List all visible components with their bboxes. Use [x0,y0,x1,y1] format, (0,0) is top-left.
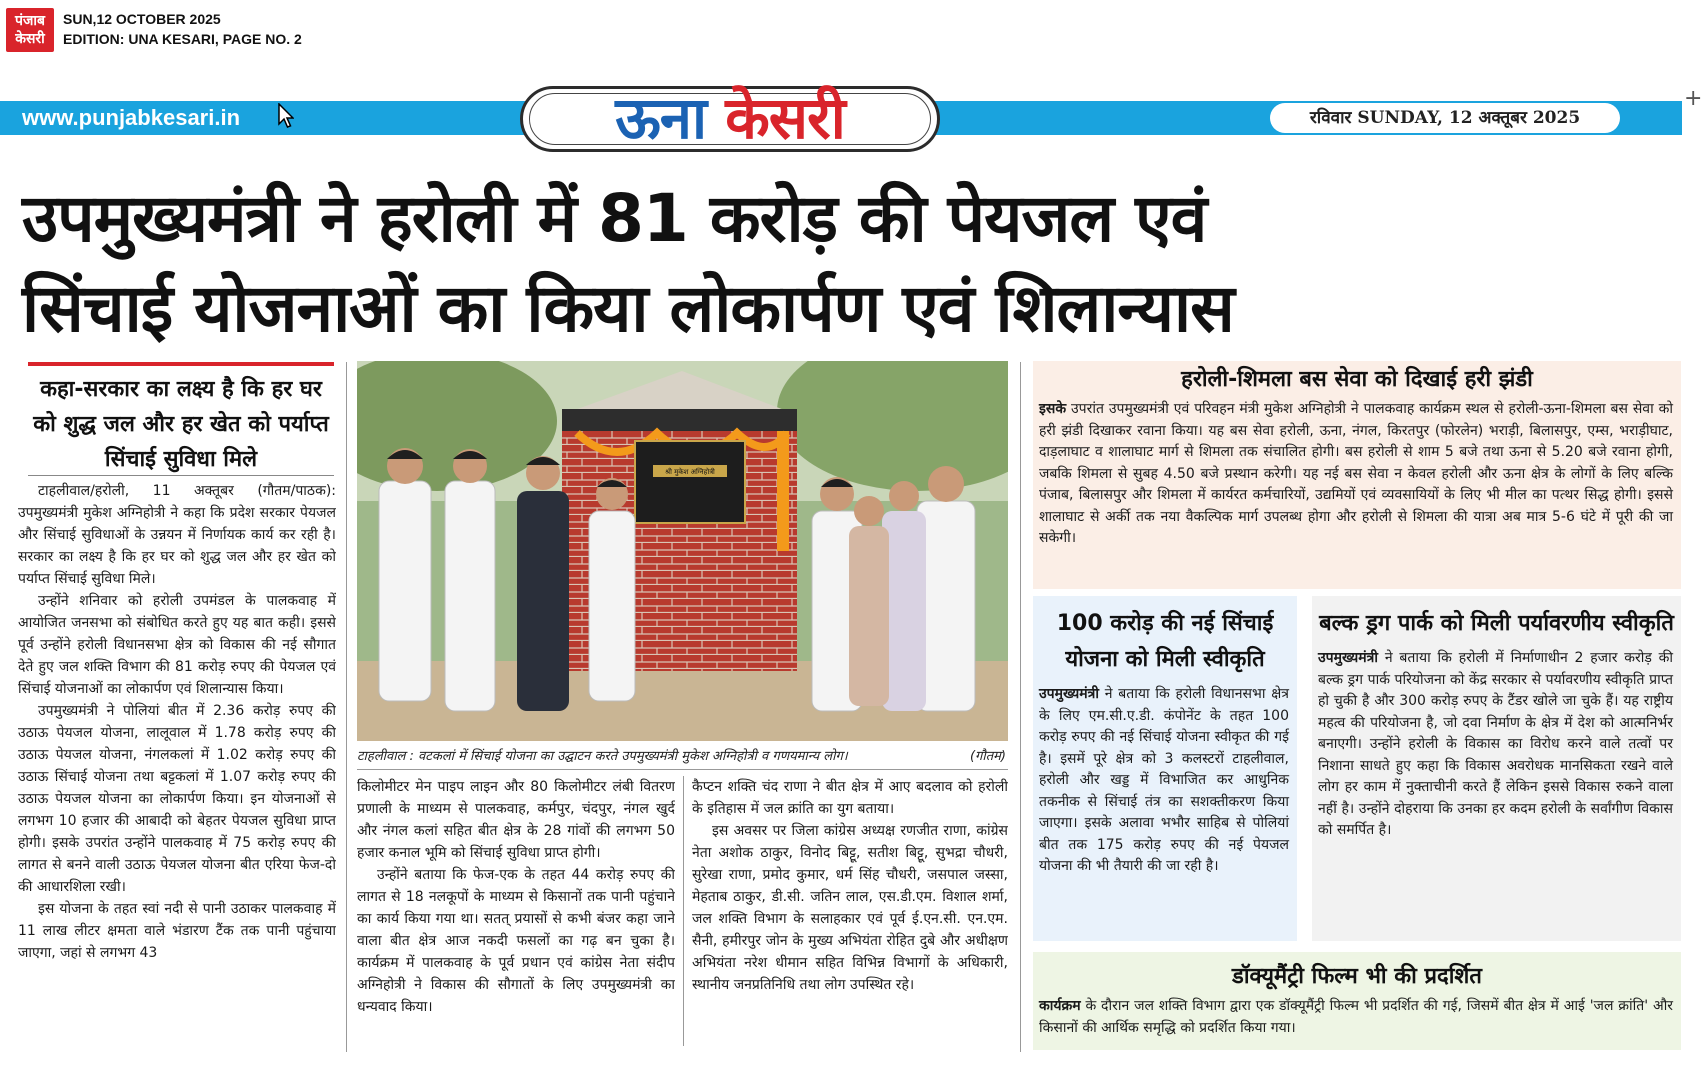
irrigation-scheme-box [1033,596,1297,941]
article-column-1 [18,480,336,1045]
masthead-kesari: केसरी [725,84,845,152]
article-paragraph: उन्होंने शनिवार को हरोली उपमंडल के पालकवाह में आयोजित जनसभा को संबोधित करते हुए यह बात कही। इससे पूर्व उन्होंने हरोली विधानसभा क्षेत्र को विकास की नई सौगात देते हुए जल शक्ति विभाग की 81 करोड़ रुपए की पेयजल एवं सिंचाई योजनाओं का लोकार्पण एवं शिलान्यास किया। [18,593,336,697]
documentary-film-body: कार्यक्रम के दौरान जल शक्ति विभाग द्वारा एक डॉक्यूमैंट्री फिल्म भी प्रदर्शित की गई, जिसमें बीत क्षेत्र में आई 'जल क्रांति' और किसानों की आर्थिक समृद्धि को प्रदर्शित किया गया। [1039,998,1673,1036]
irrigation-scheme-title: 100 करोड़ की नई सिंचाई योजना को मिली स्वीकृति [1056,611,1274,672]
main-headline [22,174,1682,354]
article-paragraph: किलोमीटर मेन पाइप लाइन और 80 किलोमीटर लंबी वितरण प्रणाली के माध्यम से पालकवाह, कर्मपुर, चंदपुर, नंगल खुर्द और नंगल कलां सहित बीत क्षेत्र के 28 गांवों की लगभग 50 हजार कनाल भूमि को सिंचाई सुविधा प्राप्त होगी। [357,779,675,861]
bulk-drug-park-title: बल्क ड्रग पार्क को मिली पर्यावरणीय स्वीकृति [1319,611,1674,636]
photo-caption [357,746,1008,770]
article-column-3 [692,776,1008,1056]
headline-line-2: सिंचाई योजनाओं का किया लोकार्पण एवं शिलान्यास [22,270,1234,347]
article-paragraph: उन्होंने बताया कि फेज-एक के तहत 44 करोड़ रुपए की लागत से 18 नलकूपों के माध्यम से किसानों तक पानी पहुंचाने का कार्य किया गया था। सतत् प्रयासों से कभी बंजर कहा जाने वाला बीत क्षेत्र आज नकदी फसलों का गढ़ बन चुका है। कार्यक्रम में पालकवाह के पूर्व प्रधान एवं कांग्रेस नेता संदीप अग्निहोत्री ने विकास की सौगातों के लिए उपमुख्यमंत्री का धन्यवाद किया। [357,867,675,1015]
subhead-bottom-rule [28,475,334,476]
article-column-2 [357,776,675,1056]
edition-date: SUN,12 OCTOBER 2025 [63,11,221,27]
column-divider [1020,362,1021,1052]
news-photo [357,361,1008,741]
column-divider [683,776,684,1046]
article-paragraph: टाहलीवाल/हरोली, 11 अक्तूबर (गौतम/पाठक): उपमुख्यमंत्री मुकेश अग्निहोत्री ने कहा कि प्रदेश सरकार पेयजल और सिंचाई सुविधाओं के उन्नयन में निर्णायक कार्य कर रही है। सरकार का लक्ष्य है कि हर घर को शुद्ध जल और हर खेत को पर्याप्त सिंचाई सुविधा मिले। [18,483,336,587]
column-divider [346,362,347,1052]
edition-page: EDITION: UNA KESARI, PAGE NO. 2 [63,31,302,47]
plus-icon: + [1684,86,1703,111]
article-paragraph: उपमुख्यमंत्री ने पोलियां बीत में 2.36 करोड़ रुपए की उठाऊ पेयजल योजना, लालूवाल में 1.78 करोड़ रुपए की उठाऊ पेयजल योजना, नंगलकलां में 1.02 करोड़ रुपए की उठाऊ सिंचाई योजना तथा बट्टकलां में 1.07 करोड़ रुपए की उठाऊ पेयजल योजना का लोकार्पण किया। इन योजनाओं से लगभग 10 हजार की आबादी को बेहतर पेयजल सुविधा प्राप्त होगी। इसके उपरांत उन्होंने पालकवाह में 75 करोड़ रुपए की लागत से बनने वाली उठाऊ पेयजल योजना बीत एरिया फेज-दो की आधारशिला रखी। [18,703,336,895]
mouse-cursor-icon [278,103,294,129]
masthead-una: ऊना [615,84,707,152]
subhead-rule [28,362,334,366]
event-photo-illustration [357,361,1008,741]
bulk-drug-park-body: उपमुख्यमंत्री ने बताया कि हरोली में निर्माणाधीन 2 हजार करोड़ की बल्क ड्रग पार्क परियोजना को केंद्र सरकार से पर्यावरणीय स्वीकृति प्राप्त हो चुकी है और 300 करोड़ रुपए के टैंडर खोले जा चुके हैं। यह राष्ट्रीय महत्व की परियोजना है, जो दवा निर्माण के क्षेत्र में देश को आत्मनिर्भर बनाएगी। उन्होंने हरोली के विकास का विरोध करने वाले तत्वों पर निशाना साधते हुए कहा कि विकास अवरोधक मानसिकता रखने वाले लोग हर काम में नुक्ताचीनी करते हैं लेकिन इससे विकास रुकने वाला नहीं है। उन्होंने दोहराया कि उनका हर कदम हरोली के सर्वांगीण विकास को समर्पित है। [1318,650,1673,838]
irrigation-scheme-body: उपमुख्यमंत्री ने बताया कि हरोली विधानसभा क्षेत्र के लिए एम.सी.ए.डी. कंपोनेंट के तहत 100 करोड़ रुपए की नई सिंचाई योजना स्वीकृत की गई है। इसमें पूरे क्षेत्र को 3 कलस्टरों टाहलीवाल, हरोली और खड्ड में विभाजित कर आधुनिक तकनीक से सिंचाई तंत्र का सशक्तीकरण किया जाएगा। इसके अलावा भभौर साहिब से पोलियां बीत तक 175 करोड़ रुपए की नई पेयजल योजना की भी तैयारी की जा रही है। [1039,686,1289,874]
subheadline: कहा-सरकार का लक्ष्य है कि हर घर को शुद्ध जल और हर खेत को पर्याप्त सिंचाई सुविधा मिले [33,377,329,472]
bus-service-box [1033,361,1681,589]
edition-strip [0,0,1705,58]
punjab-kesari-logo: पंजाब केसरी [6,8,54,52]
website-link[interactable]: www.punjabkesari.in [22,105,241,130]
masthead-date: रविवार SUNDAY, 12 अक्तूबर 2025 [1270,103,1620,133]
article-paragraph: कैप्टन शक्ति चंद राणा ने बीत क्षेत्र में आए बदलाव को हरोली के इतिहास में जल क्रांति का युग बताया। [692,779,1008,817]
caption-text: टाहलीवाल : वटकलां में सिंचाई योजना का उद्घाटन करते उपमुख्यमंत्री मुकेश अग्निहोत्री व गणयमान्य लोग। [357,749,848,764]
bus-service-body: इसके उपरांत उपमुख्यमंत्री एवं परिवहन मंत्री मुकेश अग्निहोत्री ने पालकवाह कार्यक्रम स्थल से हरोली-ऊना-शिमला बस सेवा को हरी झंडी दिखाकर रवाना किया। यह बस सेवा हरोली, ऊना, नंगल, किरतपुर (फोरलेन) भराड़ी, बिलासपुर, एम्स, भराड़ीघाट, दाड़लाघाट व शालाघाट मार्ग से शिमला तक संचालित होगी। बस हरोली से शाम 5 बजे तथा ऊना से 5.20 बजे रवाना होगी, जबकि शिमला से सुबह 4.50 बजे प्रस्थान करेगी। यह नई बस सेवा न केवल हरोली और ऊना क्षेत्र के लोगों के लिए बल्कि पंजाब, बिलासपुर और शिमला में कार्यरत कर्मचारियों, उद्यमियों एवं व्यवसायियों के लिए भी मील का पत्थर सिद्ध होगी। इससे शालाघाट से अर्की तक नया वैकल्पिक मार्ग उपलब्ध होगा और हरोली से शिमला की यात्रा अब मात्र 5-6 घंटे में पूरी की जा सकेगी। [1039,401,1673,546]
documentary-film-box [1033,952,1681,1050]
bus-service-title: हरोली-शिमला बस सेवा को दिखाई हरी झंडी [1181,367,1533,392]
documentary-film-title: डॉक्यूमैंट्री फिल्म भी की प्रदर्शित [1232,964,1482,989]
plaque-name: श्री मुकेश अग्निहोत्री [665,468,715,476]
masthead-title [520,84,940,152]
article-paragraph: इस अवसर पर जिला कांग्रेस अध्यक्ष रणजीत राणा, कांग्रेस नेता अशोक ठाकुर, विनोद बिट्टू, सतीश बिट्टू, सुभद्रा चौधरी, सुरेखा राणा, प्रमोद कुमार, धर्म सिंह चौधरी, जसपाल जस्सा, मेहताब ठाकुर, डी.सी. जतिन लाल, एस.डी.एम. विशाल शर्मा, जल शक्ति विभाग के सलाहकार एवं पूर्व ई.एन.सी. एन.एम. सैनी, हमीरपुर जोन के मुख्य अभियंता रोहित दुबे और अधीक्षण अभियंता नरेश धीमान सहित विभिन्न विभागों के अधिकारी, स्थानीय जनप्रतिनिधि तथा लोग उपस्थित रहे। [692,823,1008,993]
bulk-drug-park-box [1312,596,1681,941]
headline-line-1: उपमुख्यमंत्री ने हरोली में 81 करोड़ की पेयजल एवं [22,180,1207,257]
article-paragraph: इस योजना के तहत स्वां नदी से पानी उठाकर पालकवाह में 11 लाख लीटर क्षमता वाले भंडारण टैंक तक पानी पहुंचाया जाएगा, जहां से लगभग 43 [18,901,336,961]
photo-credit: (गौतम) [969,749,1006,764]
edition-info [63,9,302,49]
